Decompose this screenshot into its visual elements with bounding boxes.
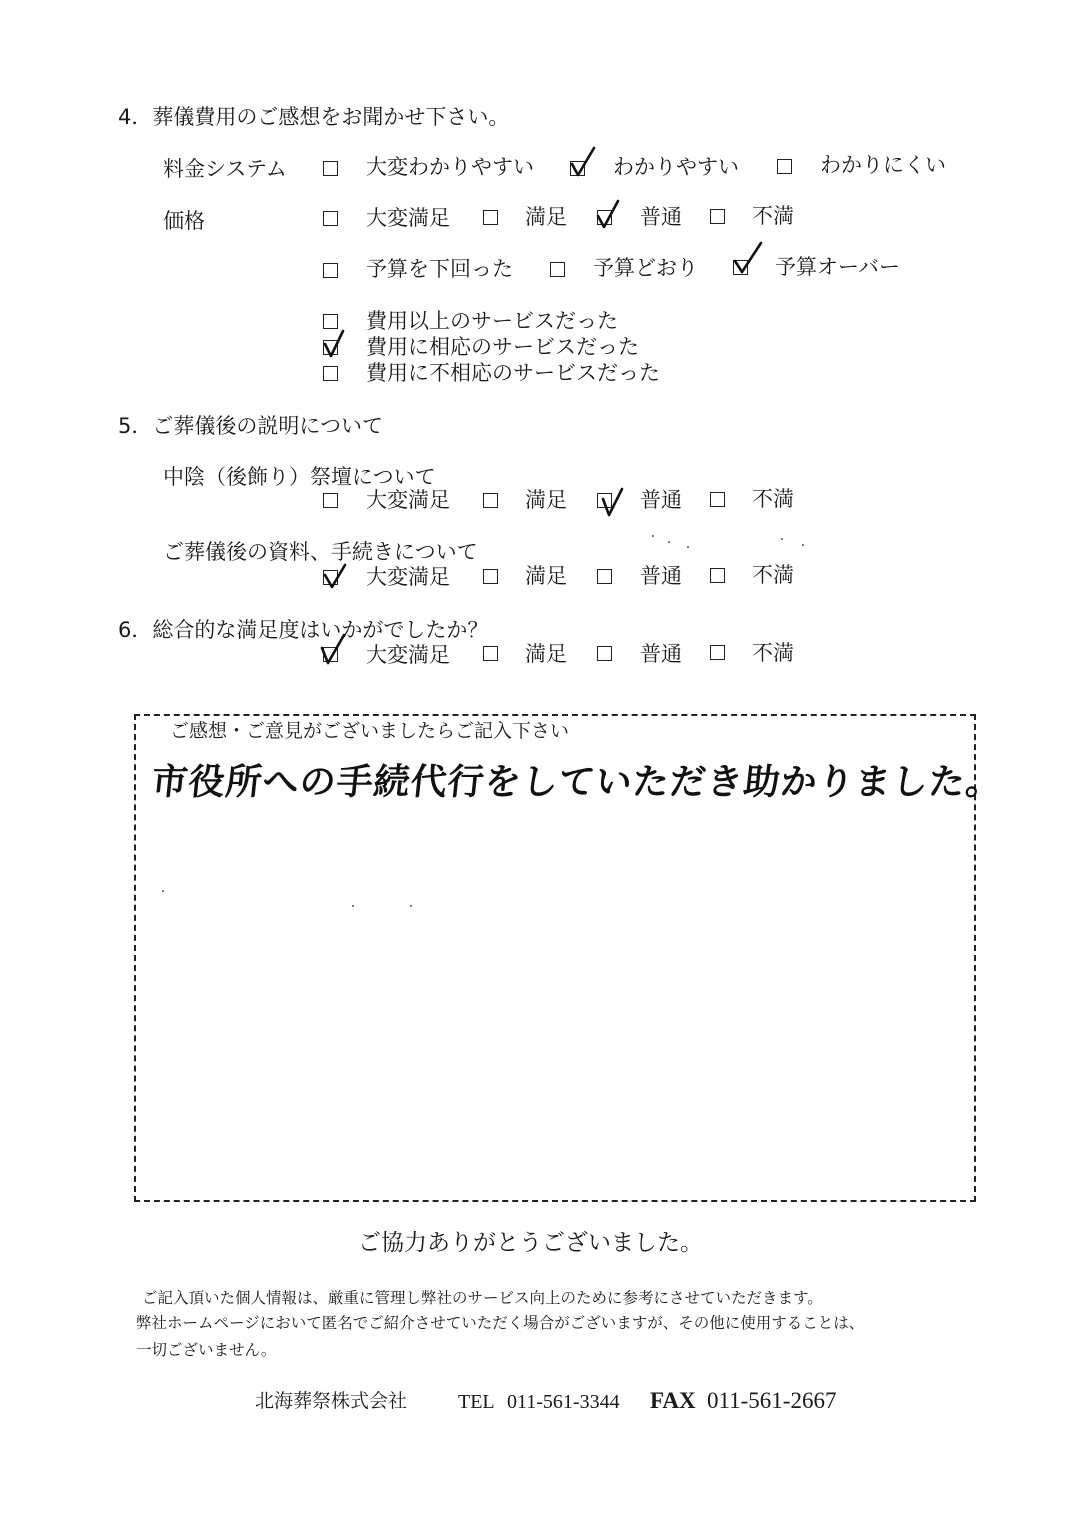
company-name: 北海葬祭株式会社 — [255, 1391, 408, 1412]
checkbox-price-unsatisfied[interactable] — [710, 209, 725, 224]
check-mark-icon — [731, 242, 765, 276]
comment-heading: ご感想・ご意見がございましたらご記入下さい — [166, 722, 573, 741]
checkbox-fee-unclear[interactable] — [777, 159, 792, 174]
checkbox-overall-satisfied[interactable] — [483, 646, 498, 661]
option-over-budget: 予算オーバー — [775, 255, 900, 279]
checkbox-documents-satisfied[interactable] — [483, 569, 498, 584]
option-overall-unsatisfied: 不満 — [752, 641, 794, 665]
checkbox-value-not-matching[interactable] — [323, 366, 338, 381]
price-label: 価格 — [163, 209, 205, 233]
privacy-line-2: 弊社ホームページにおいて匿名でご紹介させていただく場合がございますが、その他に使用することは、 — [136, 1314, 865, 1332]
option-price-satisfied: 満足 — [525, 205, 567, 229]
altar-label: 中陰（後飾り）祭壇について — [163, 465, 436, 489]
handwritten-comment: 市役所への手続代行をしていただき助かりました。 — [149, 761, 1005, 803]
scan-speck — [668, 541, 670, 543]
scan-speck — [652, 535, 654, 537]
check-mark-icon — [321, 559, 355, 593]
checkbox-overall-unsatisfied[interactable] — [710, 645, 725, 660]
checkbox-price-very-satisfied[interactable] — [323, 211, 338, 226]
option-price-normal: 普通 — [640, 205, 682, 229]
scan-speck — [781, 538, 783, 540]
option-fee-very-clear: 大変わかりやすい — [366, 155, 534, 179]
checkbox-under-budget[interactable] — [323, 263, 338, 278]
checkbox-altar-unsatisfied[interactable] — [710, 492, 725, 507]
fax-number: 011-561-2667 — [707, 1388, 837, 1413]
checkbox-overall-normal[interactable] — [597, 646, 612, 661]
scan-speck — [162, 890, 164, 892]
option-documents-unsatisfied: 不満 — [752, 563, 794, 587]
checkbox-on-budget[interactable] — [550, 262, 565, 277]
option-price-very-satisfied: 大変満足 — [366, 206, 450, 230]
option-fee-unclear: わかりにくい — [820, 153, 946, 177]
option-on-budget: 予算どおり — [593, 256, 698, 280]
privacy-line-1: ご記入頂いた個人情報は、厳重に管理し弊社のサービス向上のために参考にさせていただきます。 — [142, 1289, 823, 1307]
check-mark-icon — [600, 487, 634, 521]
scan-speck — [802, 544, 804, 546]
option-value-matching: 費用に相応のサービスだった — [366, 335, 639, 359]
option-altar-very-satisfied: 大変満足 — [366, 488, 450, 512]
option-value-not-matching: 費用に不相応のサービスだった — [366, 361, 660, 385]
documents-label: ご葬儀後の資料、手続きについて — [163, 540, 478, 564]
option-value-above: 費用以上のサービスだった — [366, 309, 618, 333]
option-altar-satisfied: 満足 — [525, 488, 567, 512]
option-fee-clear: わかりやすい — [613, 155, 739, 179]
checkbox-price-satisfied[interactable] — [483, 210, 498, 225]
checkbox-altar-satisfied[interactable] — [483, 493, 498, 508]
check-mark-icon — [594, 198, 628, 232]
check-mark-icon — [321, 327, 355, 361]
checkbox-altar-very-satisfied[interactable] — [323, 493, 338, 508]
scan-speck — [352, 905, 354, 907]
option-price-unsatisfied: 不満 — [752, 204, 794, 228]
option-overall-normal: 普通 — [640, 642, 682, 666]
fee-system-label: 料金システム — [163, 157, 287, 181]
option-overall-very-satisfied: 大変満足 — [366, 643, 450, 667]
option-under-budget: 予算を下回った — [366, 257, 513, 281]
checkbox-documents-normal[interactable] — [597, 569, 612, 584]
option-documents-very-satisfied: 大変満足 — [366, 565, 450, 589]
q6-heading: 6．総合的な満足度はいかがでしたか？ — [118, 618, 489, 642]
q4-heading: 4．葬儀費用のご感想をお聞かせ下さい。 — [118, 105, 510, 129]
thanks-message: ご協力ありがとうございました。 — [358, 1230, 703, 1256]
checkbox-documents-unsatisfied[interactable] — [710, 568, 725, 583]
check-mark-icon — [568, 146, 602, 180]
check-mark-icon — [318, 633, 352, 667]
scan-speck — [410, 905, 412, 907]
scan-speck — [687, 546, 689, 548]
privacy-line-3: 一切ございません。 — [136, 1341, 277, 1359]
tel-number: 011-561-3344 — [507, 1391, 620, 1413]
checkbox-fee-very-clear[interactable] — [323, 161, 338, 176]
q5-heading: 5．ご葬儀後の説明について — [118, 414, 383, 438]
tel-label: TEL — [458, 1391, 495, 1413]
option-documents-normal: 普通 — [640, 564, 682, 588]
option-overall-satisfied: 満足 — [525, 642, 567, 666]
fax-label: FAX — [650, 1388, 696, 1413]
option-altar-normal: 普通 — [640, 488, 682, 512]
option-documents-satisfied: 満足 — [525, 564, 567, 588]
option-altar-unsatisfied: 不満 — [752, 487, 794, 511]
